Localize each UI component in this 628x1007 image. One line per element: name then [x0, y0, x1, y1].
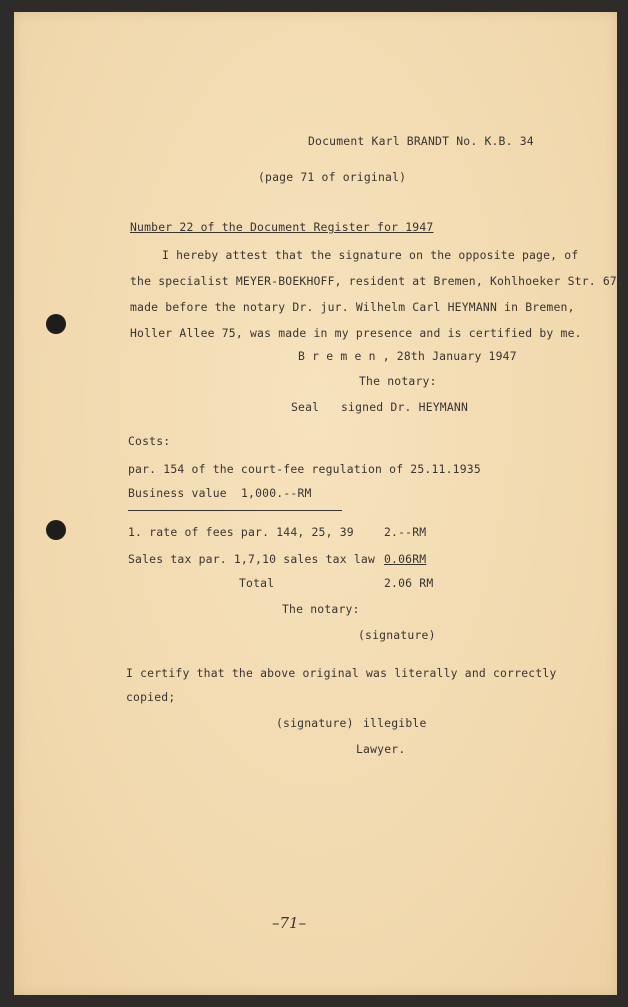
attestation-line: the specialist MEYER-BOEKHOFF, resident at Bremen, Kohlhoeker Str. 67,: [130, 274, 625, 288]
page-number: –71–: [272, 914, 307, 932]
attestation-line: Holler Allee 75, was made in my presence and is certified by me.: [130, 326, 582, 340]
attestation-line: made before the notary Dr. jur. Wilhelm Carl HEYMANN in Bremen,: [130, 300, 575, 314]
total-value: 2.06 RM: [384, 576, 434, 590]
lawyer-role: Lawyer.: [356, 742, 406, 756]
fee-row-desc: Sales tax par. 1,7,10 sales tax law: [128, 552, 376, 566]
business-value-label: Business value: [128, 486, 227, 500]
original-page-reference: (page 71 of original): [258, 170, 407, 184]
document-reference: Document Karl BRANDT No. K.B. 34: [308, 134, 534, 148]
fee-regulation: par. 154 of the court-fee regulation of 25.11.1935: [128, 462, 481, 476]
costs-label: Costs:: [128, 434, 171, 448]
punch-hole: [46, 314, 66, 334]
punch-hole: [46, 520, 66, 540]
divider-line: [128, 510, 342, 511]
place-date: B r e m e n , 28th January 1947: [298, 349, 517, 363]
certification-line: copied;: [126, 690, 176, 704]
fee-row-amount: 0.06RM: [384, 552, 427, 566]
business-value: 1,000.--RM: [241, 486, 312, 500]
notary-signature: (signature): [358, 628, 436, 642]
fee-row-amount: 2.--RM: [384, 525, 427, 539]
notary-label: The notary:: [282, 602, 360, 616]
seal-label: Seal: [291, 400, 320, 414]
lawyer-signature: (signature): [276, 716, 354, 730]
fee-row-desc: 1. rate of fees par. 144, 25, 39: [128, 525, 354, 539]
illegible-label: illegible: [363, 716, 427, 730]
register-title: Number 22 of the Document Register for 1947: [130, 220, 434, 234]
notary-label: The notary:: [359, 374, 437, 388]
signed-notary: signed Dr. HEYMANN: [341, 400, 469, 414]
certification-line: I certify that the above original was literally and correctly: [126, 666, 557, 680]
total-label: Total: [239, 576, 275, 590]
attestation-line: I hereby attest that the signature on the opposite page, of: [162, 248, 579, 262]
document-page: [14, 12, 625, 995]
